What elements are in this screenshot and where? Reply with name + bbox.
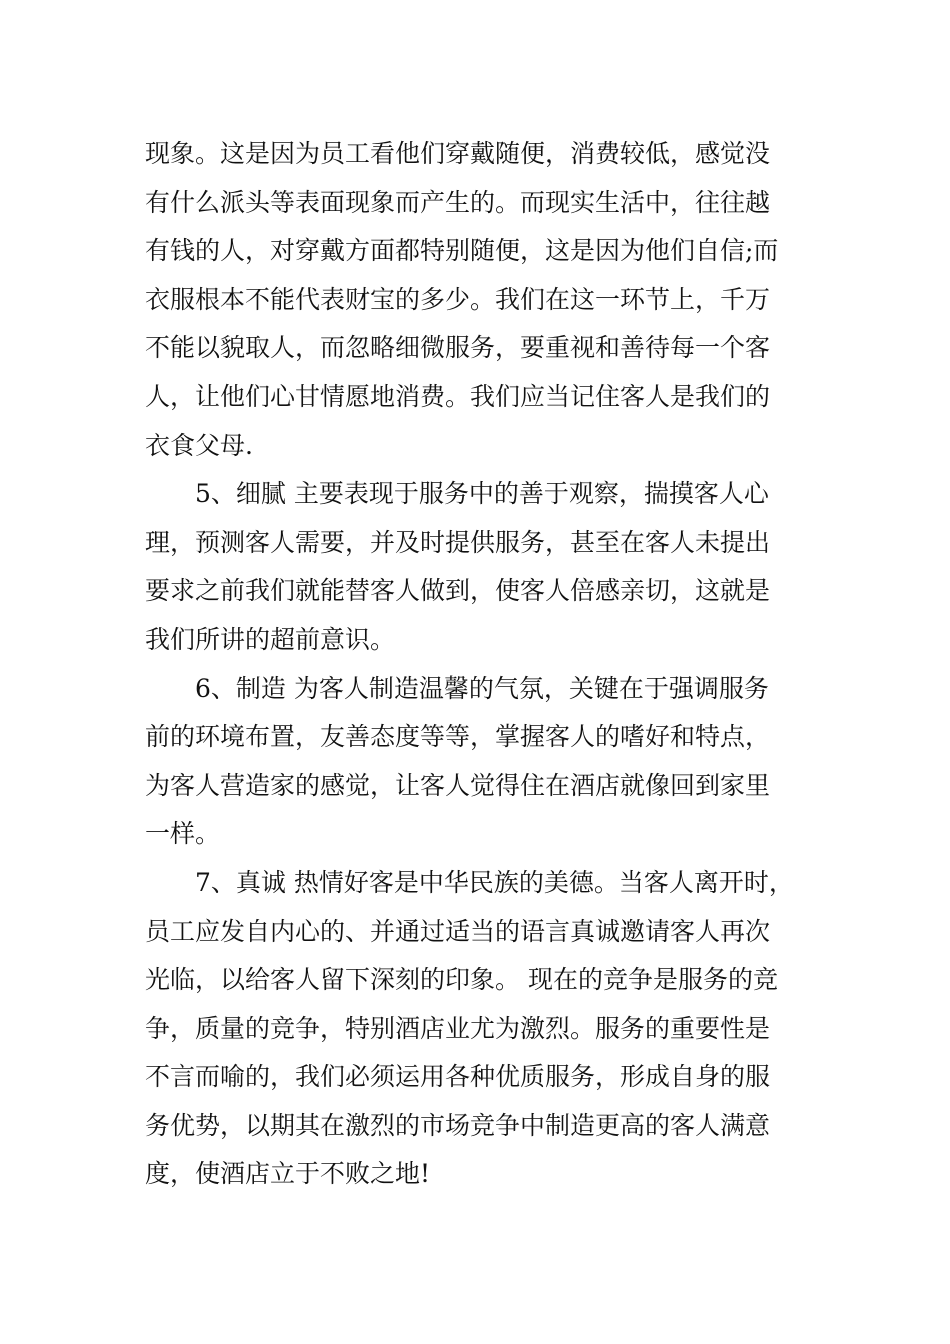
- text-line: 我们所讲的超前意识。: [145, 624, 396, 654]
- text-line: 7、真诚 热情好客是中华民族的美德。当客人离开时，: [145, 867, 794, 897]
- text-line: 人，让他们心甘情愿地消费。我们应当记住客人是我们的: [145, 381, 771, 411]
- text-line: 6、制造 为客人制造温馨的气氛，关键在于强调服务: [145, 673, 769, 703]
- text-line: 5、细腻 主要表现于服务中的善于观察，揣摸客人心: [145, 479, 769, 509]
- text-line: 度，使酒店立于不败之地!: [145, 1159, 431, 1189]
- text-line: 要求之前我们就能替客人做到，使客人倍感亲切，这就是: [145, 576, 771, 606]
- text-line: 员工应发自内心的、并通过适当的语言真诚邀请客人再次: [145, 916, 771, 946]
- text-line: 现象。这是因为员工看他们穿戴随便，消费较低，感觉没: [145, 139, 771, 168]
- text-line: 衣食父母.: [145, 430, 253, 460]
- text-line: 不能以貌取人，而忽略细微服务，要重视和善待每一个客: [145, 333, 771, 363]
- text-line: 衣服根本不能代表财宝的多少。我们在这一环节上，千万: [145, 284, 771, 314]
- text-line: 有什么派头等表面现象而产生的。而现实生活中，往往越: [145, 187, 771, 217]
- text-line: 前的环境布置，友善态度等等，掌握客人的嗜好和特点，: [145, 722, 771, 752]
- text-line: 争，质量的竞争，特别酒店业尤为激烈。服务的重要性是: [145, 1013, 771, 1043]
- text-line: 理，预测客人需要，并及时提供服务，甚至在客人未提出: [145, 527, 771, 557]
- text-line: 为客人营造家的感觉，让客人觉得住在酒店就像回到家里: [145, 770, 771, 800]
- text-line: 不言而喻的，我们必须运用各种优质服务，形成自身的服: [145, 1062, 771, 1092]
- document-body: [145, 130, 825, 1199]
- text-line: 务优势，以期其在激烈的市场竞争中制造更高的客人满意: [145, 1110, 771, 1140]
- text-line: 光临，以给客人留下深刻的印象。 现在的竞争是服务的竞: [145, 965, 778, 995]
- text-line: 一样。: [145, 819, 221, 849]
- text-line: 有钱的人，对穿戴方面都特别随便，这是因为他们自信;而: [145, 236, 779, 266]
